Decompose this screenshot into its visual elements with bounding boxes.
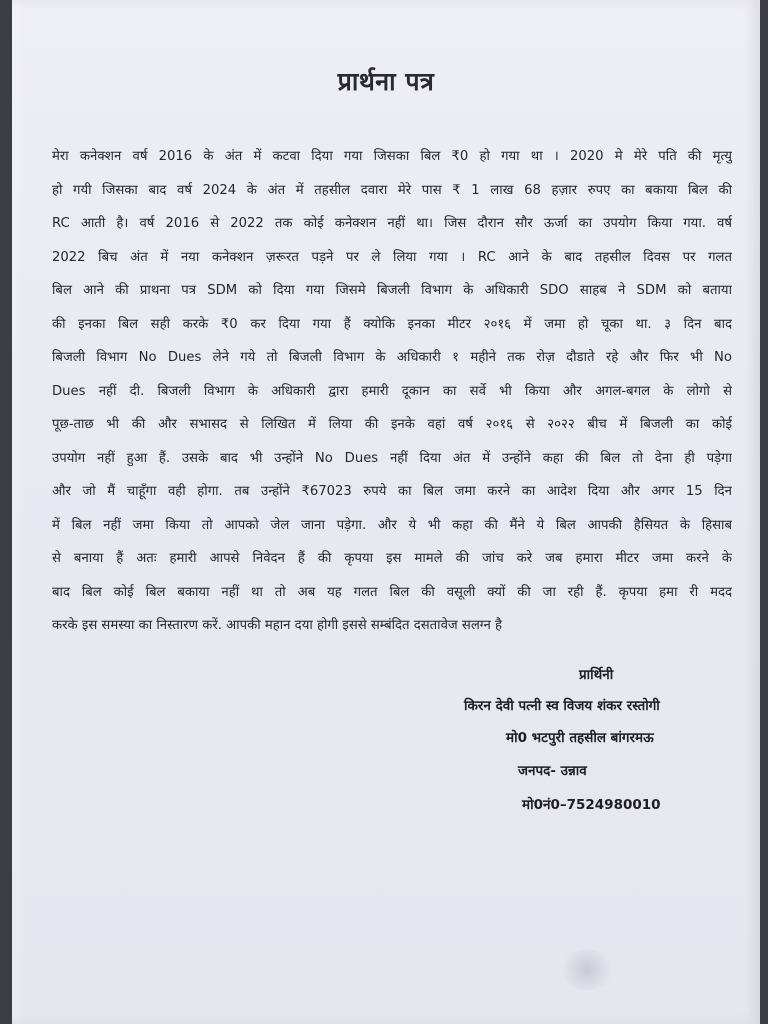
letter-title: प्रार्थना पत्र xyxy=(337,67,435,96)
body-line: और जो मैं चाहूँगा वही होगा. तब उन्होंने ₹67023 रुपये का बिल जमा करने का आदेश दिया और अगर 15 दिन xyxy=(52,484,732,499)
body-line: Dues नहीं दी. बिजली विभाग के अधिकारी द्वारा हमारी दूकान का सर्वे भी किया और अगल-बगल के लोगो से xyxy=(52,383,732,399)
applicant-mobile: मो0नं0–7524980010 xyxy=(522,797,661,813)
body-line: की इनका बिल सही करके ₹0 कर दिया गया हैं क्योकि इनका मीटर २०१६ में जमा हो चूका था. ३ दिन बाद xyxy=(52,316,732,332)
body-line: में बिल नहीं जमा किया तो आपको जेल जाना पड़ेगा. और ये भी कहा की मैंने ये बिल आपकी हैसियत के हिसाब xyxy=(52,517,732,533)
applicant-district: जनपद- उन्नाव xyxy=(518,763,587,779)
body-line: पूछ-ताछ भी की और सभासद से लिखित में लिया की इनके वहां वर्ष २०१६ से २०२२ बीच में बिजली का कोई xyxy=(52,417,732,432)
body-line: बिल आने की प्राथना पत्र SDM को दिया गया जिसमे बिजली विभाग के अधिकारी SDO साहब ने SDM को बताया xyxy=(52,283,732,298)
body-line: उपयोग नहीं हुआ हैं. उसके बाद भी उन्होंने No Dues नहीं दिया अंत में उन्होंने कहा की बिल तो देना ही पड़ेगा xyxy=(52,450,732,466)
body-line: 2022 बिच अंत में नया कनेक्शन ज़रूरत पड़ने पर ले लिया गया । RC आने के बाद तहसील दिवस पर गलत xyxy=(52,249,732,265)
body-line: हो गयी जिसका बाद वर्ष 2024 के अंत में तहसील दवारा मेरे पास ₹ 1 लाख 68 हज़ार रुपए का बकाया बिल की xyxy=(52,182,732,198)
paper-smudge xyxy=(557,950,617,990)
letter-page xyxy=(12,0,760,1024)
body-line: बिजली विभाग No Dues लेने गये तो बिजली विभाग के अधिकारी १ महीने तक रोज़ दौडाते रहे और फिर भी No xyxy=(52,350,732,365)
body-line: से बनाया हैं अतः हमारी आपसे निवेदन हैं की कृपया इस मामले की जांच करे जब हमारा मीटर जमा करने के xyxy=(52,551,732,566)
letter-body xyxy=(52,140,732,643)
signature-label: प्रार्थिनी xyxy=(579,667,614,683)
applicant-address: मो0 भटपुरी तहसील बांगरमऊ xyxy=(506,730,654,746)
applicant-name: किरन देवी पत्नी स्व विजय शंकर रस्तोगी xyxy=(464,698,660,714)
body-line: RC आती है। वर्ष 2016 से 2022 तक कोई कनेक्शन नहीं था। जिस दौरान सौर ऊर्जा का उपयोग किया गया. वर्ष xyxy=(52,216,732,231)
body-line: मेरा कनेक्शन वर्ष 2016 के अंत में कटवा दिया गया जिसका बिल ₹0 हो गया था । 2020 मे मेरे पति की मृत्यु xyxy=(52,149,732,164)
body-line: बाद बिल कोई बिल बकाया नहीं था तो अब यह गलत बिल की वसूली क्यों की जा रही हैं. कृपया हमा री मदद xyxy=(52,584,732,600)
body-line: करके इस समस्या का निस्तारण करें. आपकी महान दया होगी इससे सम्बंदित दसतावेज सलग्न है xyxy=(52,618,502,633)
